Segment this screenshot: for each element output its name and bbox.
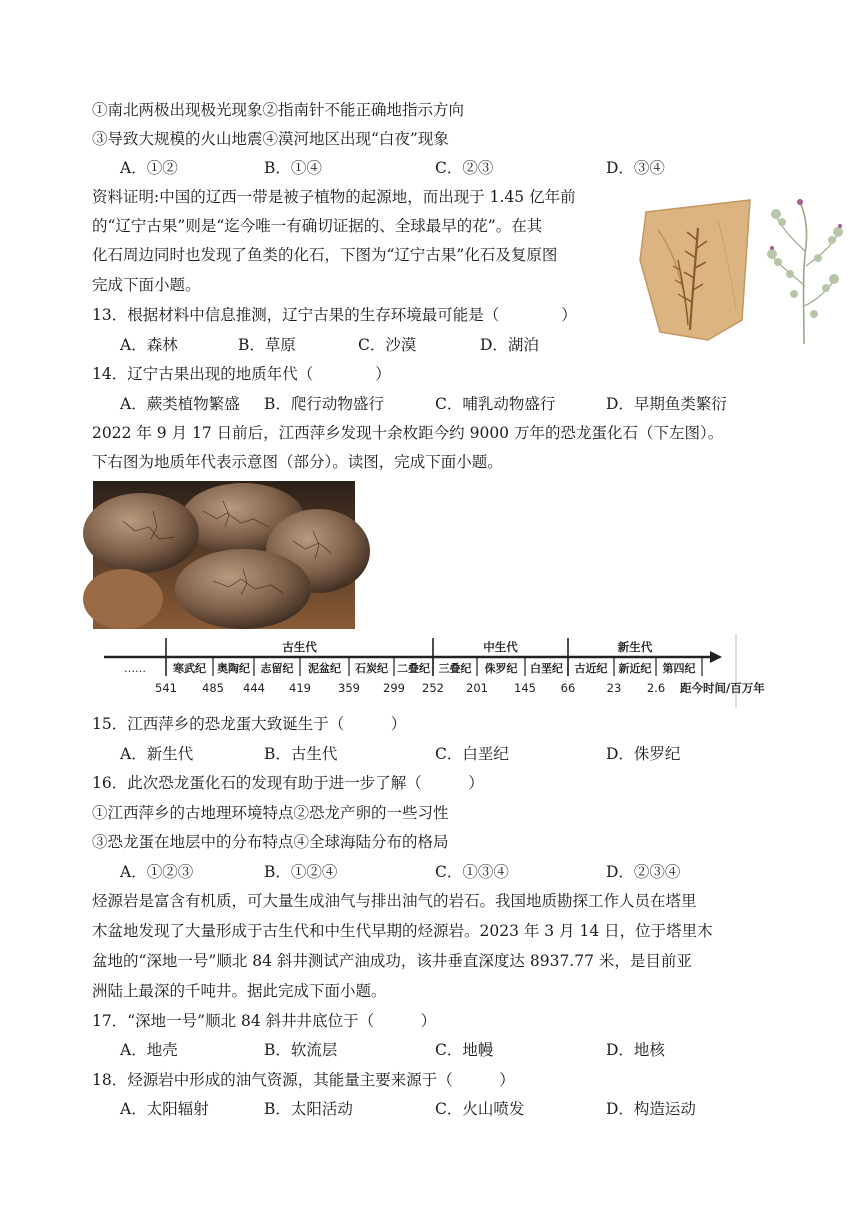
q14-option-b[interactable]: B．爬行动物盛行 xyxy=(264,395,384,413)
age-label: 444 xyxy=(243,681,265,695)
q17-options xyxy=(120,1040,760,1060)
q17-intro-1: 烃源岩是富含有机质，可大量生成油气与排出油气的岩石。我国地质勘探工作人员在塔里 xyxy=(92,892,697,910)
timeline-ellipsis: …… xyxy=(124,662,146,675)
q17-option-d[interactable]: D．地核 xyxy=(606,1041,665,1059)
q13-options xyxy=(120,335,760,355)
age-label: 145 xyxy=(514,681,536,695)
age-label: 252 xyxy=(422,681,444,695)
q12-statement-1: ①南北两极出现极光现象②指南针不能正确地指示方向 xyxy=(92,101,465,119)
q13-intro-4: 完成下面小题。 xyxy=(92,276,201,294)
q16-option-b[interactable]: B．①②④ xyxy=(264,863,338,881)
period-label: 泥盆纪 xyxy=(308,662,341,675)
q15-option-d[interactable]: D．侏罗纪 xyxy=(606,745,681,763)
q12-option-d[interactable]: D．③④ xyxy=(606,159,665,177)
age-label: 541 xyxy=(155,681,177,695)
q17-option-c[interactable]: C．地幔 xyxy=(435,1041,494,1059)
q15-option-c[interactable]: C．白垩纪 xyxy=(435,745,509,763)
q12-options xyxy=(120,158,760,178)
liaoning-plant-reconstruction xyxy=(764,196,846,346)
liaoning-fossil-image xyxy=(638,200,758,340)
q13-option-d[interactable]: D．湖泊 xyxy=(480,336,539,354)
dinosaur-eggs-image xyxy=(93,481,355,629)
period-label: 古近纪 xyxy=(574,662,608,675)
time-axis-label: 距今时间/百万年 xyxy=(680,681,765,695)
period-label: 石炭纪 xyxy=(355,662,388,675)
q13-intro-1: 资料证明:中国的辽西一带是被子植物的起源地，而出现于 1.45 亿年前 xyxy=(92,188,576,206)
q16-option-c[interactable]: C．①③④ xyxy=(435,863,509,881)
q15-option-b[interactable]: B．古生代 xyxy=(264,745,338,763)
q16-statement-2: ③恐龙蛋在地层中的分布特点④全球海陆分布的格局 xyxy=(92,833,449,851)
q12-statement-2: ③导致大规模的火山地震④漠河地区出现“白夜”现象 xyxy=(92,130,449,148)
period-label: 二叠纪 xyxy=(397,662,430,675)
time-axis-arrow xyxy=(710,651,722,663)
age-label: 23 xyxy=(606,681,622,695)
q16-options xyxy=(120,862,760,882)
geologic-time-scale xyxy=(104,634,765,708)
period-label: 新近纪 xyxy=(618,662,652,675)
q17-intro-4: 洲陆上最深的千吨井。据此完成下面小题。 xyxy=(92,982,387,1000)
q12-option-b[interactable]: B．①④ xyxy=(264,159,322,177)
q14-option-a[interactable]: A．蕨类植物繁盛 xyxy=(120,395,240,413)
q18-option-a[interactable]: A．太阳辐射 xyxy=(120,1100,209,1118)
period-label: 第四纪 xyxy=(662,662,696,675)
q13-question: 13．根据材料中信息推测，辽宁古果的生存环境最可能是（ ） xyxy=(92,306,577,324)
q12-option-a[interactable]: A．①② xyxy=(120,159,178,177)
q16-option-d[interactable]: D．②③④ xyxy=(606,863,681,881)
age-label: 359 xyxy=(338,681,360,695)
q16-statement-1: ①江西萍乡的古地理环境特点②恐龙产卵的一些习性 xyxy=(92,804,449,822)
q13-intro-2: 的“辽宁古果”则是“迄今唯一有确切证据的、全球最早的花”。在其 xyxy=(92,217,543,235)
q15-options xyxy=(120,744,760,764)
q17-intro-2: 木盆地发现了大量形成于古生代和中生代早期的烃源岩。2023 年 3 月 14 日，位于塔里木 xyxy=(92,922,713,940)
q17-question: 17．“深地一号”顺北 84 斜井井底位于（ ） xyxy=(92,1012,437,1030)
period-label: 侏罗纪 xyxy=(484,662,518,675)
q14-option-c[interactable]: C．哺乳动物盛行 xyxy=(435,395,556,413)
period-label: 奥陶纪 xyxy=(217,662,250,675)
q15-intro-2: 下右图为地质年代表示意图（部分）。读图，完成下面小题。 xyxy=(92,453,503,471)
q18-options xyxy=(120,1099,760,1119)
q16-option-a[interactable]: A．①②③ xyxy=(120,863,194,881)
q15-option-a[interactable]: A．新生代 xyxy=(120,745,194,763)
age-label: 2.6 xyxy=(646,681,666,695)
q13-option-a[interactable]: A．森林 xyxy=(120,336,178,354)
q13-intro-3: 化石周边同时也发现了鱼类的化石，下图为“辽宁古果”化石及复原图 xyxy=(92,246,558,264)
q17-intro-3: 盆地的“深地一号”顺北 84 斜井测试产油成功，该井垂直深度达 8937.77 米，是目前亚 xyxy=(92,952,692,970)
q18-option-b[interactable]: B．太阳活动 xyxy=(264,1100,353,1118)
q18-question: 18．烃源岩中形成的油气资源，其能量主要来源于（ ） xyxy=(92,1071,515,1089)
era-label: 古生代 xyxy=(282,640,317,654)
q16-question: 16．此次恐龙蛋化石的发现有助于进一步了解（ ） xyxy=(92,774,484,792)
age-label: 66 xyxy=(560,681,576,695)
q12-option-c[interactable]: C．②③ xyxy=(435,159,494,177)
age-label: 485 xyxy=(202,681,224,695)
q14-question: 14．辽宁古果出现的地质年代（ ） xyxy=(92,365,391,383)
era-label: 中生代 xyxy=(483,640,518,654)
age-label: 201 xyxy=(466,681,488,695)
age-label: 299 xyxy=(383,681,405,695)
age-label: 419 xyxy=(289,681,311,695)
q14-options xyxy=(120,394,760,414)
q15-question: 15．江西萍乡的恐龙蛋大致诞生于（ ） xyxy=(92,715,407,733)
period-label: 三叠纪 xyxy=(438,662,472,675)
q18-option-d[interactable]: D．构造运动 xyxy=(606,1100,696,1118)
q13-option-b[interactable]: B．草原 xyxy=(238,336,296,354)
period-label: 志留纪 xyxy=(260,662,294,675)
q17-option-a[interactable]: A．地壳 xyxy=(120,1041,178,1059)
q15-intro-1: 2022 年 9 月 17 日前后，江西萍乡发现十余枚距今约 9000 万年的恐龙蛋化石（下左图）。 xyxy=(92,424,724,442)
q14-option-d[interactable]: D．早期鱼类繁衍 xyxy=(606,395,727,413)
era-label: 新生代 xyxy=(617,640,653,654)
q18-option-c[interactable]: C．火山喷发 xyxy=(435,1100,525,1118)
q13-option-c[interactable]: C．沙漠 xyxy=(358,336,417,354)
q17-option-b[interactable]: B．软流层 xyxy=(264,1041,338,1059)
period-label: 寒武纪 xyxy=(173,662,206,675)
period-label: 白垩纪 xyxy=(530,662,563,675)
